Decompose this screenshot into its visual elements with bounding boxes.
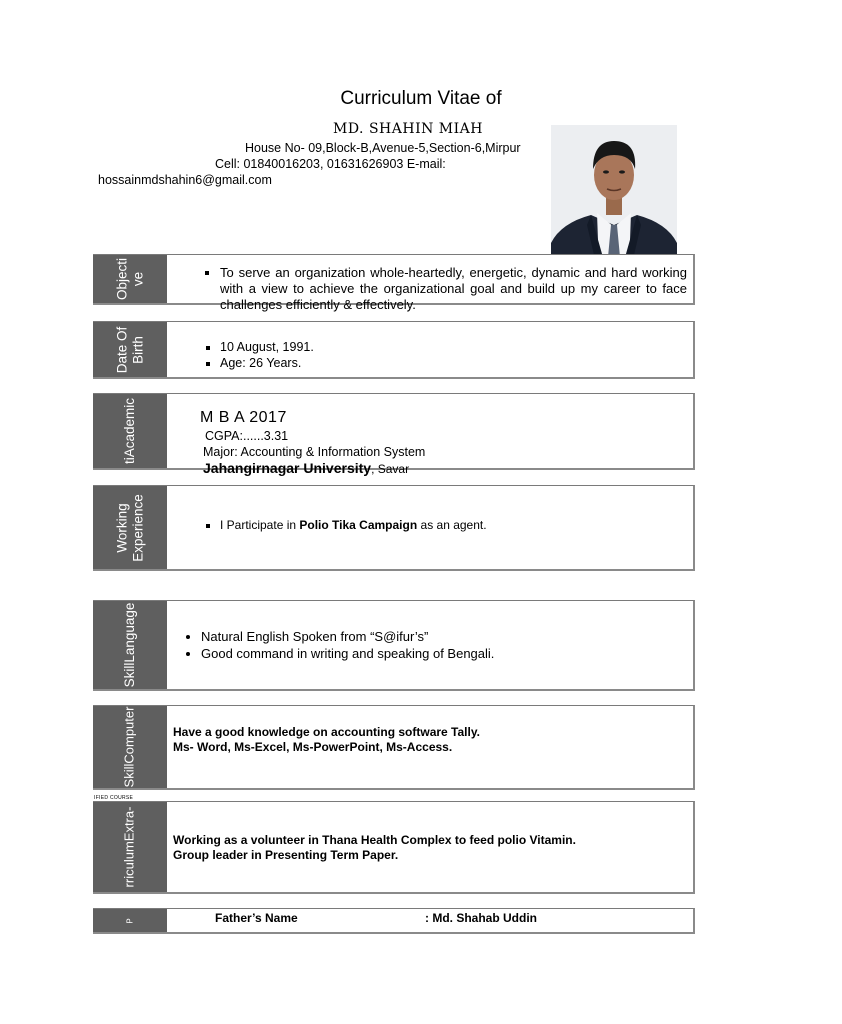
dob-content <box>167 322 693 377</box>
dob-section <box>93 321 695 379</box>
address: House No- 09,Block-B,Avenue-5,Section-6,Mirpur <box>245 141 521 155</box>
degree: M B A 2017 <box>200 409 287 426</box>
objective-list <box>220 265 687 313</box>
candidate-name: MD. SHAHIN MIAH <box>333 121 483 137</box>
computer-label-panel <box>93 706 167 788</box>
dob-item: ▪ 10 August, 1991. <box>220 339 314 355</box>
language-section <box>93 600 695 691</box>
extra-content <box>167 802 693 892</box>
extra-activity-line: Group leader in Presenting Term Paper. <box>173 848 399 862</box>
language-label-panel <box>93 601 167 689</box>
section-caption: IFIED COURSE <box>94 795 134 801</box>
extra-label-panel <box>93 802 167 892</box>
academic-label: tiAcademic <box>122 397 138 465</box>
computer-section <box>93 705 695 790</box>
university-line <box>203 460 409 478</box>
father-name-label: Father’s Name <box>215 911 298 925</box>
profile-photo <box>551 125 677 268</box>
extra-section <box>93 801 695 894</box>
objective-section <box>93 254 695 312</box>
language-label: SkillLanguage <box>122 602 138 688</box>
computer-content <box>167 706 693 788</box>
contact-line: Cell: 01840016203, 01631626903 E-mail: <box>215 157 446 171</box>
work-item: ▪ I Participate in Polio Tika Campaign as an agent. <box>220 518 487 532</box>
objective-label-panel <box>93 255 167 303</box>
language-item: • Natural English Spoken from “S@ifur’s” <box>201 628 494 645</box>
work-content <box>167 486 693 569</box>
objective-item: ▪ To serve an organization whole-heartedly, energetic, dynamic and hard working with a view to achieve the organizational goal and build up my career to face challenges efficiently & effectively. <box>220 265 687 313</box>
major: Major: Accounting & Information System <box>203 445 426 459</box>
university-location: , Savar <box>371 462 410 476</box>
work-label-panel <box>93 486 167 569</box>
cv-title: Curriculum Vitae of <box>340 88 502 109</box>
computer-skill-line: Have a good knowledge on accounting software Tally. <box>173 725 480 739</box>
dob-label-panel <box>93 322 167 377</box>
personal-content <box>167 909 693 932</box>
computer-skill-line: Ms- Word, Ms-Excel, Ms-PowerPoint, Ms-Access. <box>173 740 453 754</box>
language-list <box>201 628 494 662</box>
language-item: • Good command in writing and speaking of Bengali. <box>201 645 494 662</box>
personal-section <box>93 908 695 934</box>
university: Jahangirnagar University <box>203 460 372 476</box>
academic-content <box>167 394 693 476</box>
personal-label-panel <box>93 909 167 932</box>
dob-list <box>220 339 314 371</box>
work-list <box>220 518 487 532</box>
extra-activities <box>173 833 576 863</box>
personal-label: P <box>125 917 135 924</box>
extra-activity-line: Working as a volunteer in Thana Health Complex to feed polio Vitamin. <box>173 833 576 847</box>
language-content <box>167 601 693 689</box>
extra-label: rriculumExtra- <box>121 806 137 888</box>
academic-label-panel <box>93 394 167 468</box>
computer-skills <box>173 725 480 755</box>
work-section <box>93 485 695 571</box>
academic-section <box>93 393 695 476</box>
objective-content <box>167 255 693 312</box>
objective-label: Objecti ve <box>114 257 145 301</box>
work-label: Working Experience <box>114 493 145 562</box>
computer-label: SkillComputer <box>121 706 137 788</box>
profile-photo-image <box>551 125 677 268</box>
father-name-value: : Md. Shahab Uddin <box>425 911 537 925</box>
dob-label: Date Of Birth <box>114 326 145 373</box>
cgpa: CGPA:......3.31 <box>205 429 289 443</box>
age-item: ▪ Age: 26 Years. <box>220 355 314 371</box>
email: hossainmdshahin6@gmail.com <box>98 173 272 187</box>
